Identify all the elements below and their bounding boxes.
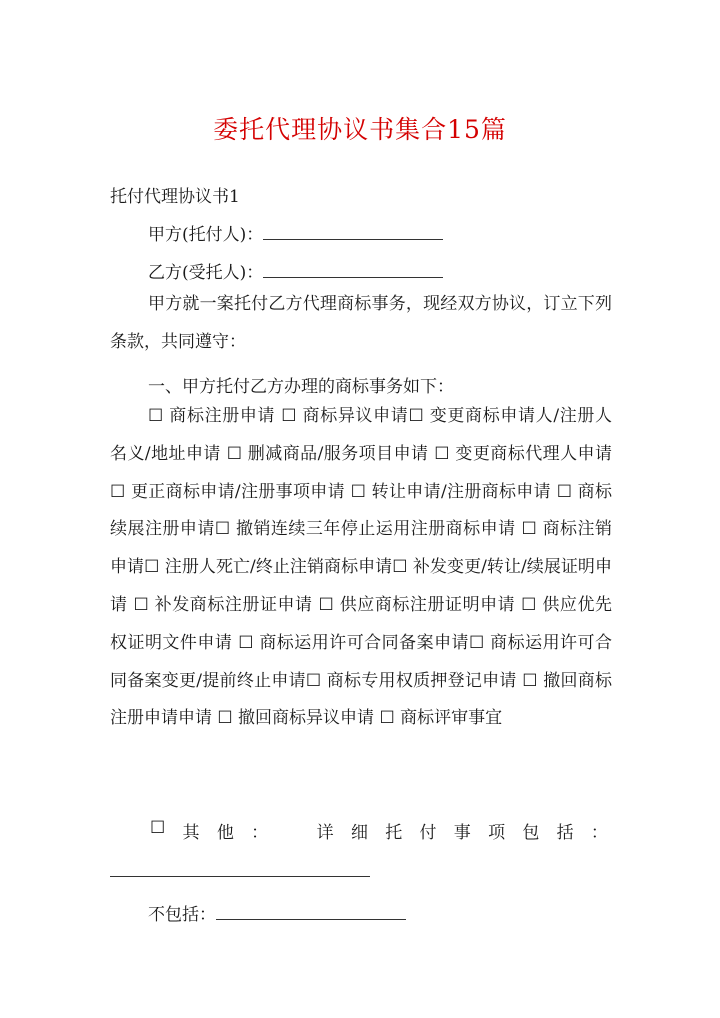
other-char: ： — [251, 823, 269, 843]
other-char: 他 — [216, 823, 234, 843]
other-char: 括 — [556, 823, 574, 843]
party-b-blank — [263, 261, 443, 278]
included-items-blank — [110, 876, 370, 877]
other-char: 细 — [350, 823, 368, 843]
excludes-label: 不包括： — [148, 905, 216, 925]
party-a-blank — [263, 223, 443, 240]
other-char: 付 — [419, 823, 437, 843]
party-a-line — [148, 220, 443, 245]
excludes-line — [148, 900, 406, 925]
party-b-line — [148, 258, 443, 283]
other-char: 其 — [182, 823, 200, 843]
trademark-items-paragraph: ☐ 商标注册申请 ☐ 商标异议申请☐ 变更商标申请人/注册人名义/地址申请 ☐ 删减商品/服务项目申请 ☐ 变更商标代理人申请 ☐ 更正商标申请/注册事项申请 ☐ 转让申请/注册商标申请 ☐ 商标续展注册申请☐ 撤销连续三年停止运用注册商标申请 ☐ 商标注销申请☐ 注册人死亡/终止注销商标申请☐ 补发变更/转让/续展证明申请 ☐ 补发商标注册证申请 ☐ 供应商标注册证明申请 ☐ 供应优先权证明文件申请 ☐ 商标运用许可合同备案申请☐ 商标运用许可合同备案变更/提前终止申请☐ 商标专用权质押登记申请 ☐ 撤回商标注册申请申请 ☐ 撤回商标异议申请 ☐ 商标评审事宜 — [110, 406, 612, 729]
other-char: 事 — [453, 823, 471, 843]
excludes-blank — [216, 903, 406, 920]
other-char: 包 — [522, 823, 540, 843]
other-items-line — [150, 818, 608, 843]
other-char: ： — [590, 823, 608, 843]
section-heading: 一、甲方托付乙方办理的商标事务如下： — [148, 377, 454, 397]
other-checkbox: ☐ — [150, 818, 166, 838]
other-char: 项 — [488, 823, 506, 843]
intro-paragraph: 甲方就一案托付乙方代理商标事务，现经双方协议，订立下列条款，共同遵守： — [110, 294, 612, 352]
party-a-label: 甲方(托付人)： — [148, 225, 264, 245]
other-char: 详 — [316, 823, 334, 843]
other-char: 托 — [385, 823, 403, 843]
party-b-label: 乙方(受托人)： — [148, 263, 264, 283]
agreement-subtitle: 托付代理协议书1 — [110, 187, 240, 207]
document-title: 委托代理协议书集合15篇 — [213, 115, 507, 144]
